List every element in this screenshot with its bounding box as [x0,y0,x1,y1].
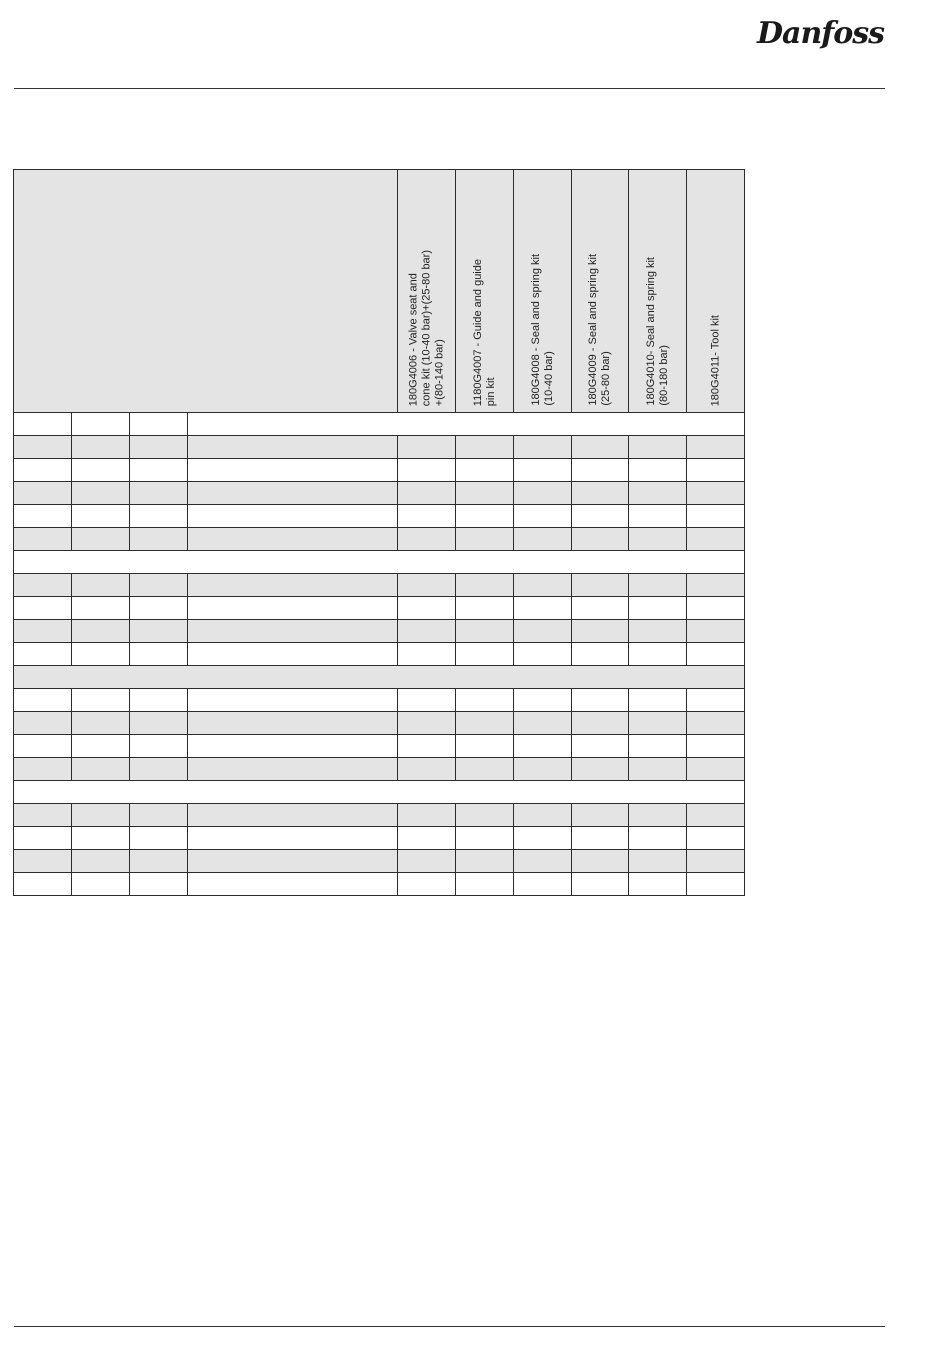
table-cell [398,850,456,873]
table-cell [14,873,72,896]
table-cell [456,712,514,735]
table-cell [456,873,514,896]
table-cell [572,804,629,827]
section-row [14,781,745,804]
table-cell [572,689,629,712]
table-cell [398,804,456,827]
table-cell [687,597,745,620]
table-cell [14,551,745,574]
table-cell [398,643,456,666]
table-cell [572,620,629,643]
table-cell [687,758,745,781]
table-cell [456,804,514,827]
table-row [14,804,745,827]
table-cell [572,712,629,735]
table-cell [398,574,456,597]
table-cell [629,643,687,666]
table-cell [629,689,687,712]
table-cell [14,689,72,712]
table-cell [629,459,687,482]
table-cell [456,735,514,758]
table-cell [687,712,745,735]
table-row [14,758,745,781]
kit-column-header [629,170,687,413]
table-cell [398,827,456,850]
table-cell [72,597,130,620]
table-cell [514,758,572,781]
table-cell [572,436,629,459]
table-cell [188,689,398,712]
table-cell [188,436,398,459]
kit-column-label: 180G4006 - Valve seat and cone kit (10-40 bar)+(25-80 bar) +(80-140 bar) [407,249,445,406]
footer-rule [14,1326,885,1327]
table-row [14,505,745,528]
kit-column-header [514,170,572,413]
table-cell [572,758,629,781]
table-cell [398,712,456,735]
table-cell [188,850,398,873]
table-cell [398,436,456,459]
table-cell [514,689,572,712]
table-row [14,597,745,620]
table-cell [687,436,745,459]
kit-column-header [687,170,745,413]
table-cell [398,758,456,781]
table-cell [572,482,629,505]
table-cell [14,482,72,505]
table-cell [130,505,188,528]
table-cell [687,482,745,505]
table-cell [514,597,572,620]
table-cell [398,505,456,528]
table-cell [130,620,188,643]
table-cell [14,758,72,781]
table-cell [130,597,188,620]
kit-column-label: 180G4009 - Seal and spring kit (25-80 bar) [587,254,612,406]
table-cell [687,643,745,666]
table-cell [514,574,572,597]
table-cell [14,666,745,689]
table-cell [72,804,130,827]
table-cell [514,873,572,896]
table-cell [572,574,629,597]
table-cell [14,597,72,620]
table-cell [188,827,398,850]
table-cell [629,528,687,551]
table-cell [14,620,72,643]
table-cell [188,873,398,896]
table-cell [629,505,687,528]
table-cell [398,873,456,896]
table-cell [456,505,514,528]
table-cell [188,620,398,643]
table-cell [456,459,514,482]
table-cell [629,436,687,459]
table-cell [572,873,629,896]
table-row [14,689,745,712]
table-row [14,850,745,873]
table-cell [572,850,629,873]
table-cell [72,827,130,850]
table-cell [572,505,629,528]
table-cell [398,689,456,712]
table-cell [14,505,72,528]
table-cell [629,574,687,597]
header-rule [14,88,885,89]
table-cell [130,643,188,666]
section-row [14,551,745,574]
table-cell [514,528,572,551]
table-cell [629,758,687,781]
table-cell [130,413,188,436]
table-cell [456,643,514,666]
table-cell [130,459,188,482]
table-cell [514,643,572,666]
table-cell [456,574,514,597]
table-cell [687,574,745,597]
kit-column-label: 1180G4007 - Guide and guide pin kit [471,258,497,406]
table-cell [72,413,130,436]
table-cell [72,482,130,505]
table-cell [188,482,398,505]
table-cell [629,804,687,827]
table-cell [629,712,687,735]
table-cell [14,528,72,551]
table-cell [14,413,72,436]
table-cell [188,505,398,528]
kit-column-label: 180G4008 - Seal and spring kit (10-40 bar) [529,254,555,406]
table-cell [130,482,188,505]
table-cell [687,827,745,850]
table-cell [514,459,572,482]
table-row [14,528,745,551]
table-cell [72,712,130,735]
table-cell [72,873,130,896]
table-cell [687,873,745,896]
table-row [14,827,745,850]
section-row [14,666,745,689]
table-cell [456,528,514,551]
table-cell [572,528,629,551]
table-cell [188,574,398,597]
table-cell [687,505,745,528]
table-cell [14,850,72,873]
table-cell [629,873,687,896]
table-cell [629,482,687,505]
table-cell [14,735,72,758]
table-cell [188,643,398,666]
table-cell [398,482,456,505]
table-cell [514,620,572,643]
table-cell [130,873,188,896]
table-cell [130,689,188,712]
table-cell [687,804,745,827]
table-cell [14,804,72,827]
table-cell [687,689,745,712]
danfoss-logo [757,16,884,51]
spare-parts-kit-table [13,169,745,896]
table-cell [14,436,72,459]
kit-column-label: 180G4010- Seal and spring kit (80-180 bar) [644,257,670,406]
table-cell [398,620,456,643]
table-row [14,712,745,735]
table-cell [72,574,130,597]
kit-column-header [456,170,514,413]
table-cell [456,482,514,505]
table-cell [130,528,188,551]
table-row [14,574,745,597]
table-cell [130,712,188,735]
table-cell [72,735,130,758]
table-cell [456,850,514,873]
table-cell [72,643,130,666]
table-cell [629,620,687,643]
table-cell [188,735,398,758]
table-cell [72,758,130,781]
table-cell [572,597,629,620]
table-cell [629,850,687,873]
table-cell [14,574,72,597]
table-cell [514,850,572,873]
table-cell [14,712,72,735]
table-cell [72,505,130,528]
table-cell [572,459,629,482]
table-cell [514,827,572,850]
table-cell [629,827,687,850]
table-cell [514,505,572,528]
table-row [14,459,745,482]
table-cell [188,413,745,436]
table-cell [188,758,398,781]
table-cell [130,758,188,781]
table-cell [514,712,572,735]
table-cell [188,804,398,827]
table-cell [14,827,72,850]
table-cell [14,643,72,666]
table-cell [398,528,456,551]
table-cell [629,597,687,620]
table-row [14,873,745,896]
table-cell [72,436,130,459]
table-row [14,436,745,459]
table-cell [130,436,188,459]
kit-column-label: 180G4011- Tool kit [709,314,721,406]
table-cell [188,597,398,620]
table-cell [72,620,130,643]
table-cell [572,643,629,666]
table-cell [572,827,629,850]
table-cell [188,712,398,735]
table-cell [72,689,130,712]
table-cell [514,436,572,459]
table-cell [514,482,572,505]
table-cell [14,781,745,804]
table-cell [456,597,514,620]
header-blank-cell [14,170,398,413]
table-cell [456,827,514,850]
table-row [14,643,745,666]
table-cell [72,459,130,482]
table-cell [72,528,130,551]
logo-wordmark: Danfoss [757,16,884,51]
table-cell [456,436,514,459]
table-cell [687,850,745,873]
table-cell [398,735,456,758]
table-cell [687,735,745,758]
table-cell [130,804,188,827]
table-cell [572,735,629,758]
table-row [14,413,745,436]
kit-column-header [572,170,629,413]
table-cell [514,804,572,827]
table-cell [130,827,188,850]
table-cell [687,528,745,551]
table-cell [188,528,398,551]
table-cell [687,620,745,643]
table-row [14,620,745,643]
table-row [14,482,745,505]
table-cell [456,620,514,643]
table-cell [514,735,572,758]
table-cell [130,850,188,873]
table-cell [14,459,72,482]
table-cell [456,689,514,712]
table-row [14,735,745,758]
table-cell [130,735,188,758]
table-cell [130,574,188,597]
table-cell [72,850,130,873]
table-cell [398,459,456,482]
table-cell [629,735,687,758]
table-cell [687,459,745,482]
table-cell [456,758,514,781]
table-cell [188,459,398,482]
table-cell [398,597,456,620]
kit-column-header [398,170,456,413]
